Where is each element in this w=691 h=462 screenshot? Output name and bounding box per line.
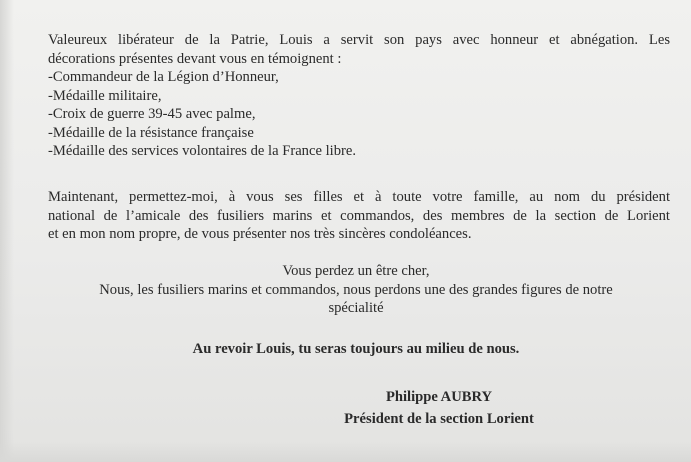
decoration-item: -Commandeur de la Légion d’Honneur,: [48, 69, 279, 85]
centered-line-3: spécialité: [328, 300, 384, 316]
decoration-item: -Médaille de la résistance française: [48, 124, 254, 141]
decoration-item: -Croix de guerre 39-45 avec palme,: [48, 106, 256, 122]
condolences-line-2: national de l’amicale des fusiliers marins et commandos, des membres de la section de Lorient: [48, 207, 670, 224]
centered-line-2: Nous, les fusiliers marins et commandos, nous perdons une des grandes figures de notre: [99, 281, 613, 298]
tribute-line-1: Valeureux libérateur de la Patrie, Louis a servit son pays avec honneur et abnégation. Les: [48, 32, 670, 48]
signature-title: Président de la section Lorient: [344, 411, 534, 427]
page-shadow-left: [0, 0, 14, 462]
decoration-item: -Médaille militaire,: [48, 87, 162, 104]
signature-name: Philippe AUBRY: [385, 389, 493, 405]
tribute-paragraph: [48, 31, 670, 161]
condolences-paragraph: [48, 188, 670, 244]
decoration-item: -Médaille des services volontaires de la France libre.: [48, 143, 356, 159]
closing-farewell: Au revoir Louis, tu seras toujours au milieu de nous.: [192, 341, 520, 357]
centered-line-1: Vous perdez un être cher,: [282, 263, 430, 279]
page-shadow-bottom: [0, 442, 691, 462]
centered-message: [48, 262, 664, 318]
tribute-line-2: décorations présentes devant vous en témoignent :: [48, 50, 342, 67]
condolences-line-3: et en mon nom propre, de vous présenter nos très sincères condoléances.: [48, 226, 472, 242]
condolences-line-1: Maintenant, permettez-moi, à vous ses filles et à toute votre famille, au nom du président: [48, 189, 670, 205]
